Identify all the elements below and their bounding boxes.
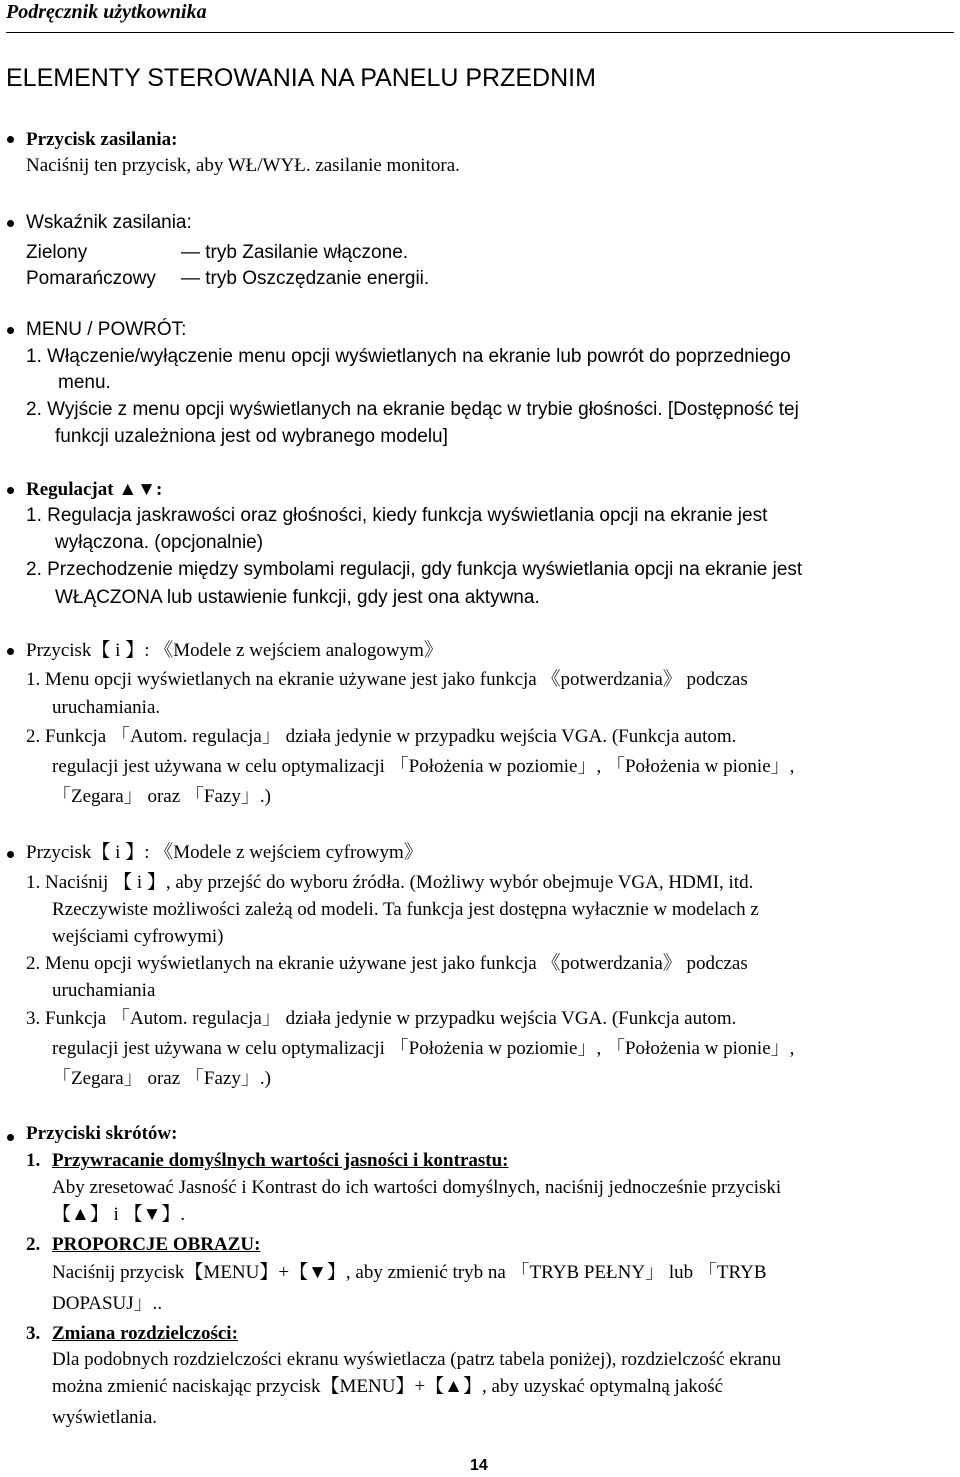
shortcut-1-line-2: 【▲】 i 【▼】.: [52, 1204, 186, 1225]
bullet-icon: [7, 136, 14, 143]
info-analog-line-5: 「Zegara」 oraz 「Fazy」.): [52, 786, 271, 807]
info-digital-line-6: 3. Funkcja 「Autom. regulacja」 działa jedynie w przypadku wejścia VGA. (Funkcja autom.: [26, 1008, 737, 1029]
adjust-item-2-line-1: 2. Przechodzenie między symbolami regulacji, gdy funkcja wyświetlania opcji na ekranie jest: [26, 559, 803, 580]
shortcut-3-number: 3.: [26, 1323, 41, 1344]
bullet-icon: [7, 220, 14, 227]
adjust-item-1-line-1: 1. Regulacja jaskrawości oraz głośności, kiedy funkcja wyświetlania opcji na ekranie jest: [26, 505, 768, 526]
adjust-item-1-line-2: wyłączona. (opcjonalnie): [55, 532, 264, 553]
shortcut-1-line-1: Aby zresetować Jasność i Kontrast do ich wartości domyślnych, naciśnij jednocześnie przyciski: [52, 1177, 782, 1198]
shortcut-1-number: 1.: [26, 1150, 41, 1171]
info-digital-heading: Przycisk【 i 】: 《Modele z wejściem cyfrowym》: [26, 842, 423, 863]
page-number: 14: [470, 1457, 488, 1474]
menu-heading: MENU / POWRÓT:: [26, 319, 187, 340]
shortcut-2-title: PROPORCJE OBRAZU:: [52, 1234, 261, 1255]
shortcut-3-line-1: Dla podobnych rozdzielczości ekranu wyświetlacza (patrz tabela poniżej), rozdzielczość ekranu: [52, 1349, 782, 1370]
power-heading: Przycisk zasilania:: [26, 129, 178, 150]
info-digital-line-5: uruchamiania: [52, 980, 156, 1001]
adjust-heading: Regulacjat ▲▼:: [26, 479, 163, 500]
indicator-orange-text: — tryb Oszczędzanie energii.: [181, 268, 430, 289]
shortcut-3-line-2: można zmienić naciskając przycisk【MENU】+【▲】, aby uzyskać optymalną jakość: [52, 1376, 724, 1397]
bullet-icon: [7, 851, 14, 858]
shortcut-2-line-1: Naciśnij przycisk【MENU】+【▼】, aby zmienić tryb na 「TRYB PEŁNY」 lub 「TRYB: [52, 1262, 767, 1283]
shortcut-3-title: Zmiana rozdzielczości:: [52, 1323, 238, 1344]
info-digital-line-3: wejściami cyfrowymi): [52, 926, 224, 947]
bullet-icon: [7, 648, 14, 655]
info-analog-line-1: 1. Menu opcji wyświetlanych na ekranie używane jest jako funkcja 《potwerdzania》 podczas: [26, 669, 748, 690]
running-header: Podręcznik użytkownika: [6, 1, 207, 23]
indicator-heading: Wskaźnik zasilania:: [26, 212, 192, 233]
info-digital-line-4: 2. Menu opcji wyświetlanych na ekranie używane jest jako funkcja 《potwerdzania》 podczas: [26, 953, 748, 974]
indicator-green-label: Zielony: [26, 242, 88, 263]
info-analog-heading: Przycisk【 i 】: 《Modele z wejściem analogowym》: [26, 640, 443, 661]
indicator-green-text: — tryb Zasilanie włączone.: [181, 242, 409, 263]
info-digital-line-1: 1. Naciśnij 【 i 】, aby przejść do wyboru źródła. (Możliwy wybór obejmuje VGA, HDMI, itd.: [26, 872, 754, 893]
shortcuts-heading: Przyciski skrótów:: [26, 1123, 178, 1144]
info-digital-line-2: Rzeczywiste możliwości zależą od modeli. Ta funkcja jest dostępna wyłacznie w modelach z: [52, 899, 759, 920]
menu-item-1-line-2: menu.: [58, 372, 111, 393]
header-rule: [6, 32, 954, 33]
page-title: ELEMENTY STEROWANIA NA PANELU PRZEDNIM: [6, 64, 596, 92]
menu-item-2-line-1: 2. Wyjście z menu opcji wyświetlanych na ekranie będąc w trybie głośności. [Dostępność tej: [26, 399, 799, 420]
bullet-icon: [7, 487, 14, 494]
shortcut-1-title: Przywracanie domyślnych wartości jasności i kontrastu:: [52, 1150, 509, 1171]
shortcut-3-line-3: wyświetlania.: [52, 1407, 158, 1428]
bullet-icon: [7, 1134, 14, 1141]
bullet-icon: [7, 327, 14, 334]
info-digital-line-7: regulacji jest używana w celu optymalizacji 「Położenia w poziomie」, 「Położenia w pionie」,: [52, 1038, 795, 1059]
info-analog-line-4: regulacji jest używana w celu optymalizacji 「Położenia w poziomie」, 「Położenia w pionie」,: [52, 756, 795, 777]
shortcut-2-line-2: DOPASUJ」..: [52, 1293, 163, 1314]
info-digital-line-8: 「Zegara」 oraz 「Fazy」.): [52, 1068, 271, 1089]
info-analog-line-2: uruchamiania.: [52, 697, 161, 718]
indicator-orange-label: Pomarańczowy: [26, 268, 156, 289]
menu-item-1-line-1: 1. Włączenie/wyłączenie menu opcji wyświetlanych na ekranie lub powrót do poprzedniego: [26, 346, 791, 367]
shortcut-2-number: 2.: [26, 1234, 41, 1255]
info-analog-line-3: 2. Funkcja 「Autom. regulacja」 działa jedynie w przypadku wejścia VGA. (Funkcja autom.: [26, 726, 737, 747]
power-text: Naciśnij ten przycisk, aby WŁ/WYŁ. zasilanie monitora.: [26, 155, 460, 176]
adjust-item-2-line-2: WŁĄCZONA lub ustawienie funkcji, gdy jest ona aktywna.: [55, 587, 540, 608]
menu-item-2-line-2: funkcji uzależniona jest od wybranego modelu]: [55, 426, 448, 447]
